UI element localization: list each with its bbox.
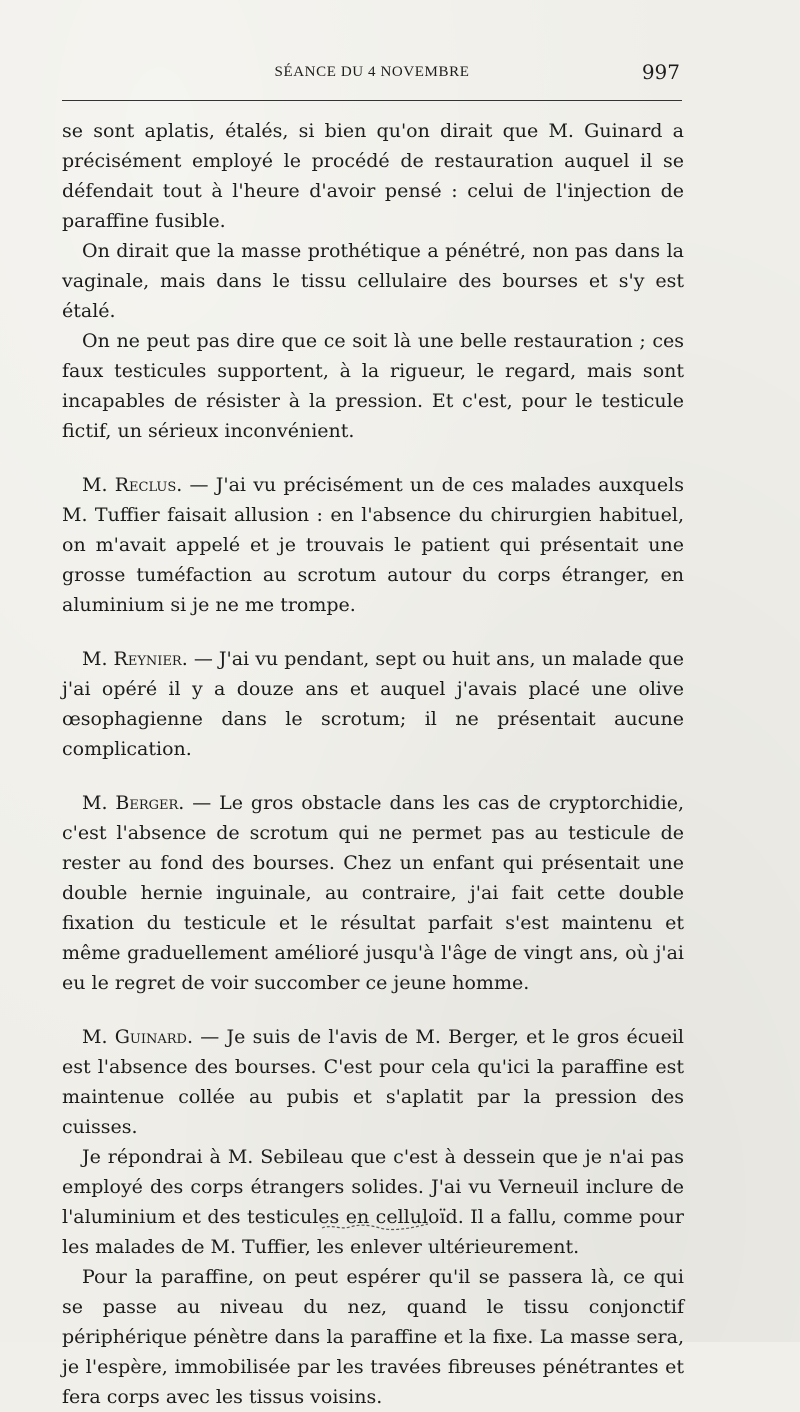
running-head: SÉANCE DU 4 NOVEMBRE bbox=[274, 64, 470, 80]
paragraph-text: — J'ai vu précisément un de ces malades auxquels M. Tuffier faisait allusion : en l'absence du chirurgien habituel, on m'avait appelé et je trouvais le patient qui présentait une grosse tuméfaction au scrotum autour du corps étranger, en aluminium si je ne me trompe. bbox=[62, 474, 684, 616]
paragraph bbox=[62, 1262, 684, 1412]
paragraph bbox=[62, 116, 684, 236]
paragraph-text: — Le gros obstacle dans les cas de cryptorchidie, c'est l'absence de scrotum qui ne permet pas au testicule de rester au fond des bourses. Chez un enfant qui présentait une double hernie inguinale, au contraire, j'ai fait cette double fixation du testicule et le résultat parfait s'est maintenu et même graduellement amélioré jusqu'à l'âge de vingt ans, où j'ai eu le regret de voir succomber ce jeune homme. bbox=[62, 792, 684, 994]
speaker-paragraph bbox=[62, 644, 684, 764]
paragraph bbox=[62, 236, 684, 326]
paragraph-text: — J'ai vu pendant, sept ou huit ans, un malade que j'ai opéré il y a douze ans et auquel j'avais placé une olive œsophagienne dans le scrotum; il ne présentait aucune complication. bbox=[62, 648, 684, 760]
paragraph bbox=[62, 1142, 684, 1262]
body-text bbox=[62, 116, 684, 1412]
end-ornament bbox=[320, 1220, 430, 1232]
paragraph-text: — Je suis de l'avis de M. Berger, et le gros écueil est l'absence des bourses. C'est pour cela qu'ici la paraffine est maintenue collée au pubis et s'aplatit par la pression des cuisses. bbox=[62, 1026, 684, 1138]
speaker-name: M. Reclus. bbox=[82, 474, 183, 496]
speaker-paragraph bbox=[62, 788, 684, 998]
paragraph-text: se sont aplatis, étalés, si bien qu'on dirait que M. Guinard a précisément employé le procédé de restauration auquel il se défendait tout à l'heure d'avoir pensé : celui de l'injection de paraffine fusible. bbox=[62, 120, 684, 232]
speaker-name: M. Berger. bbox=[82, 792, 185, 814]
speaker-paragraph bbox=[62, 470, 684, 620]
speaker-paragraph bbox=[62, 1022, 684, 1142]
paragraph-text: Pour la paraffine, on peut espérer qu'il se passera là, ce qui se passe au niveau du nez, quand le tissu conjonctif périphérique pénètre dans la paraffine et la fixe. La masse sera, je l'espère, immobilisée par les travées fibreuses pénétrantes et fera corps avec les tissus voisins. bbox=[62, 1266, 684, 1408]
speaker-name: M. Guinard. bbox=[82, 1026, 194, 1048]
paragraph-text: On dirait que la masse prothétique a pénétré, non pas dans la vaginale, mais dans le tissu cellulaire des bourses et s'y est étalé. bbox=[62, 240, 684, 322]
paragraph bbox=[62, 326, 684, 446]
paragraph-text: On ne peut pas dire que ce soit là une belle restauration ; ces faux testicules supportent, à la rigueur, le regard, mais sont incapables de résister à la pression. Et c'est, pour le testicule fictif, un sérieux inconvénient. bbox=[62, 330, 684, 442]
page-header bbox=[62, 60, 682, 88]
header-rule bbox=[62, 100, 682, 101]
page-number: 997 bbox=[641, 60, 680, 84]
paragraph-text: Je répondrai à M. Sebileau que c'est à dessein que je n'ai pas employé des corps étrangers solides. J'ai vu Verneuil inclure de l'aluminium et des testicules en celluloïd. Il a fallu, comme pour les malades de M. Tuffier, les enlever ultérieurement. bbox=[62, 1146, 684, 1258]
speaker-name: M. Reynier. bbox=[82, 648, 188, 670]
